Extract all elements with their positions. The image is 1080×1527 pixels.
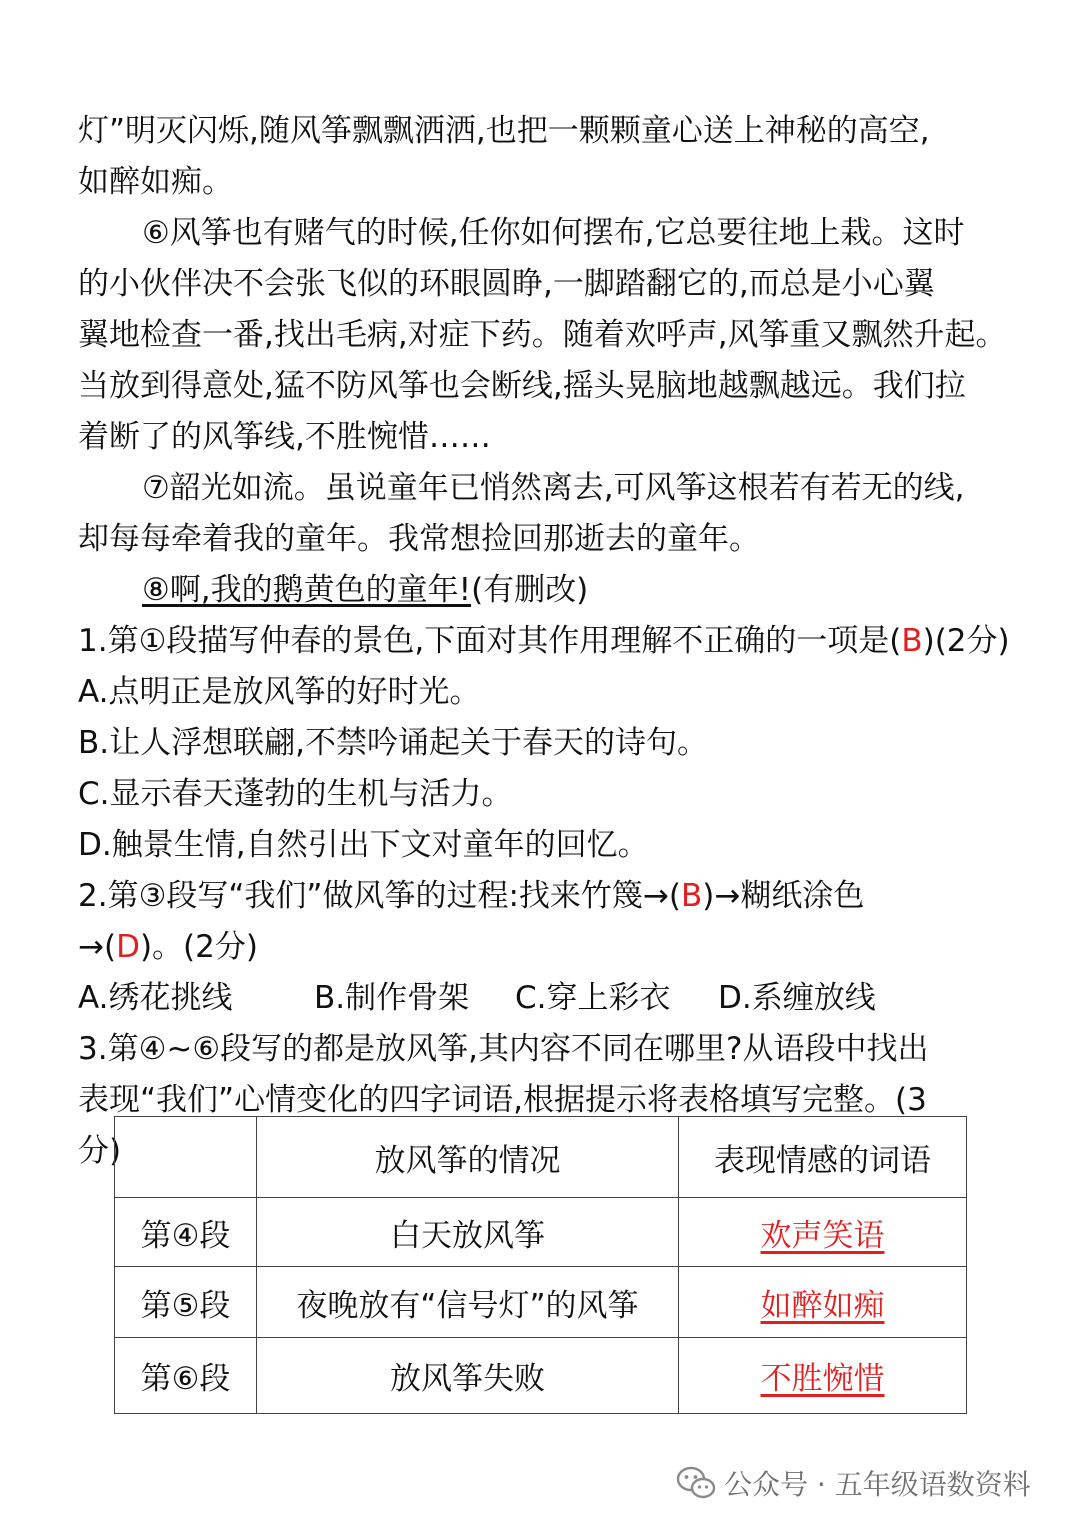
table-cell-paragraph: 第⑤段 (115, 1267, 257, 1338)
passage-line: ⑥风筝也有赌气的时候,任你如何摆布,它总要往地上栽。这时 (142, 215, 965, 251)
closing-sentence: ⑧啊,我的鹅黄色的童年! (142, 572, 472, 608)
question-3-stem: 表现“我们”心情变化的四字词语,根据提示将表格填写完整。(3 (78, 1082, 927, 1118)
table-header-cell: 放风筝的情况 (257, 1117, 679, 1198)
passage-closing (78, 565, 1018, 616)
watermark-text: 公众号 · 五年级语数资料 (724, 1468, 1031, 1501)
passage-line: 如醉如痴。 (78, 164, 233, 200)
question-2-stem-cont (78, 922, 1018, 973)
question-3-stem: 分) (78, 1133, 122, 1169)
question-2-answer-1: B (681, 878, 703, 914)
question-2-arrow: →( (78, 929, 117, 965)
table-header-cell: 表现情感的词语 (679, 1117, 967, 1198)
table-cell-word (679, 1198, 967, 1267)
question-2-answer-2: D (116, 929, 140, 965)
table-cell-word (679, 1267, 967, 1338)
question-2-score: )。(2分) (139, 929, 258, 965)
question-1-stem (78, 616, 1018, 667)
passage-line: 却每每牵着我的童年。我常想捡回那逝去的童年。 (78, 521, 760, 557)
question-2-option-a: A.绣花挑线 (78, 980, 233, 1016)
table-cell-word (679, 1338, 967, 1414)
table-header-cell (115, 1117, 257, 1198)
question-1-option-c: C.显示春天蓬勃的生机与活力。 (78, 776, 513, 812)
answer-word: 如醉如痴 (760, 1287, 885, 1324)
watermark (676, 1461, 1031, 1505)
question-2-stem (78, 871, 1018, 922)
question-2-option-c: C.穿上彩衣 (515, 980, 671, 1016)
closing-note: (有删改) (471, 572, 589, 608)
table-row (115, 1267, 967, 1338)
table-cell-paragraph: 第⑥段 (115, 1338, 257, 1414)
question-1-option-a: A.点明正是放风筝的好时光。 (78, 674, 481, 710)
passage-line: 当放到得意处,猛不防风筝也会断线,摇头晃脑地越飘越远。我们拉 (78, 368, 966, 404)
passage-line: 着断了的风筝线,不胜惋惜…… (78, 419, 491, 455)
question-2-options (78, 973, 1018, 1024)
question-1-answer: B (901, 623, 923, 659)
table-row (115, 1198, 967, 1267)
table-cell-situation: 夜晚放有“信号灯”的风筝 (257, 1267, 679, 1338)
passage-line: 翼地检查一番,找出毛病,对症下药。随着欢呼声,风筝重又飘然升起。 (78, 317, 1007, 353)
question-2-text: 2.第③段写“我们”做风筝的过程:找来竹篾→( (78, 878, 681, 914)
question-1-text: 1.第①段描写仲春的景色,下面对其作用理解不正确的一项是( (78, 623, 902, 659)
answer-word: 欢声笑语 (760, 1217, 885, 1254)
table-row (115, 1338, 967, 1414)
answer-table (114, 1116, 967, 1414)
question-2-option-b: B.制作骨架 (314, 980, 470, 1016)
question-1-option-b: B.让人浮想联翩,不禁吟诵起关于春天的诗句。 (78, 725, 708, 761)
passage-line: ⑦韶光如流。虽说童年已悄然离去,可风筝这根若有若无的线, (142, 470, 965, 506)
question-2-text-tail: )→糊纸涂色 (702, 878, 865, 914)
table-cell-situation: 白天放风筝 (257, 1198, 679, 1267)
document-body (78, 106, 1018, 1177)
question-1-option-d: D.触景生情,自然引出下文对童年的回忆。 (78, 827, 649, 863)
passage-line: 灯”明灭闪烁,随风筝飘飘洒洒,也把一颗颗童心送上神秘的高空, (78, 113, 930, 149)
table-header-row (115, 1117, 967, 1198)
question-2-option-d: D.系缠放线 (718, 980, 876, 1016)
answer-word: 不胜惋惜 (760, 1361, 885, 1397)
table-cell-paragraph: 第④段 (115, 1198, 257, 1267)
question-1-score: )(2分) (922, 623, 1010, 659)
table-cell-situation: 放风筝失败 (257, 1338, 679, 1414)
passage-line: 的小伙伴决不会张飞似的环眼圆睁,一脚踏翻它的,而总是小心翼 (78, 266, 935, 302)
wechat-icon (676, 1466, 716, 1500)
question-3-stem: 3.第④~⑥段写的都是放风筝,其内容不同在哪里?从语段中找出 (78, 1031, 929, 1067)
